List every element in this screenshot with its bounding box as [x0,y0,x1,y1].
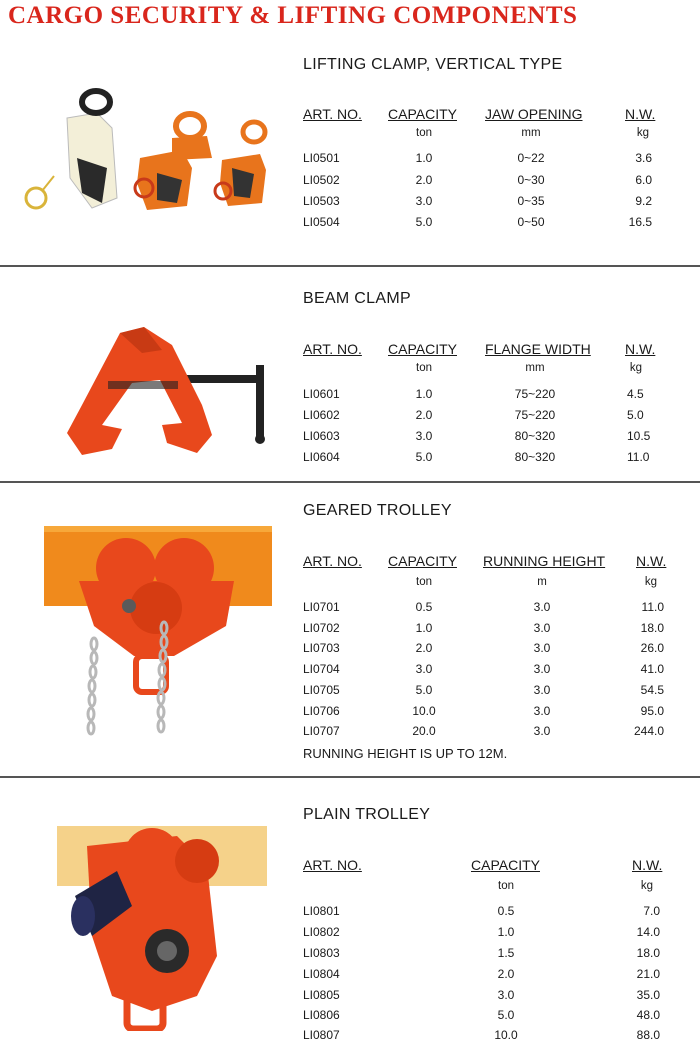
unit-capacity: ton [416,362,432,374]
section-divider [0,265,700,267]
section-heading-plain-trolley: PLAIN TROLLEY [303,806,431,823]
nw-cell: 16.5 [628,215,652,229]
nw-cell: 5.0 [627,408,644,422]
capacity-cell: 3.0 [415,194,433,208]
art-no-cell: LI0706 [303,704,340,718]
unit-capacity: ton [498,880,514,892]
art-no-cell: LI0602 [303,408,340,422]
art-no-cell: LI0704 [303,662,340,676]
capacity-cell: 2.0 [415,408,433,422]
capacity-cell: 10.0 [412,704,436,718]
nw-cell: 18.0 [636,946,660,960]
art-no-cell: LI0601 [303,387,340,401]
nw-cell: 9.2 [635,194,652,208]
section-heading-beam-clamp: BEAM CLAMP [303,290,411,307]
nw-cell: 244.0 [633,724,664,738]
capacity-cell: 0.5 [415,600,433,614]
nw-cell: 4.5 [627,387,644,401]
unit-jaw-opening: mm [521,127,541,139]
nw-cell: 95.0 [640,704,664,718]
section-heading-geared-trolley: GEARED TROLLEY [303,502,452,519]
col-header-capacity: CAPACITY [388,553,457,569]
art-no-cell: LI0801 [303,904,340,918]
flange-width-cell: 80~320 [514,450,556,464]
unit-nw: kg [644,576,658,588]
col-header-capacity: CAPACITY [388,341,457,357]
capacity-cell: 5.0 [497,1008,515,1022]
unit-capacity: ton [416,127,432,139]
col-header-art-no: ART. NO. [303,341,362,357]
art-no-cell: LI0703 [303,641,340,655]
nw-cell: 54.5 [640,683,664,697]
running-height-note: RUNNING HEIGHT IS UP TO 12M. [303,746,508,761]
col-header-art-no: ART. NO. [303,106,362,122]
capacity-cell: 5.0 [415,215,433,229]
art-no-cell: LI0707 [303,724,340,738]
nw-cell: 35.0 [636,988,660,1002]
art-no-cell: LI0805 [303,988,340,1002]
unit-flange-width: mm [525,362,545,374]
section-heading-lifting-clamp: LIFTING CLAMP, VERTICAL TYPE [303,56,563,73]
flange-width-cell: 80~320 [514,429,556,443]
col-header-running-height: RUNNING HEIGHT [483,553,606,569]
art-no-cell: LI0502 [303,173,340,187]
nw-cell: 11.0 [641,600,664,614]
running-height-cell: 3.0 [533,704,551,718]
page-title: CARGO SECURITY & LIFTING COMPONENTS [8,2,578,29]
beam-clamp-photo [62,325,272,460]
capacity-cell: 3.0 [415,429,433,443]
nw-cell: 41.0 [640,662,664,676]
nw-cell: 26.0 [640,641,664,655]
unit-running-height: m [537,576,547,588]
nw-cell: 6.0 [635,173,652,187]
running-height-cell: 3.0 [533,724,551,738]
art-no-cell: LI0501 [303,151,340,165]
jaw-opening-cell: 0~50 [517,215,545,229]
nw-cell: 10.5 [627,429,651,443]
capacity-cell: 2.0 [415,173,433,187]
capacity-cell: 2.0 [415,641,433,655]
art-no-cell: LI0701 [303,600,340,614]
col-header-capacity: CAPACITY [388,106,457,122]
capacity-cell: 1.0 [415,621,433,635]
art-no-cell: LI0504 [303,215,340,229]
unit-capacity: ton [416,576,432,588]
art-no-cell: LI0604 [303,450,340,464]
art-no-cell: LI0503 [303,194,340,208]
capacity-cell: 3.0 [415,662,433,676]
nw-cell: 48.0 [636,1008,660,1022]
art-no-cell: LI0807 [303,1028,340,1042]
capacity-cell: 1.0 [497,925,515,939]
jaw-opening-cell: 0~35 [517,194,545,208]
unit-nw: kg [640,880,654,892]
nw-cell: 88.0 [636,1028,660,1042]
art-no-cell: LI0802 [303,925,340,939]
col-header-art-no: ART. NO. [303,857,362,873]
running-height-cell: 3.0 [533,600,551,614]
unit-nw: kg [629,362,643,374]
col-header-jaw-opening: JAW OPENING [485,106,583,122]
col-header-nw: N.W. [636,553,667,569]
jaw-opening-cell: 0~30 [517,173,545,187]
nw-cell: 18.0 [640,621,664,635]
capacity-cell: 2.0 [497,967,515,981]
capacity-cell: 0.5 [497,904,515,918]
nw-cell: 11.0 [627,450,650,464]
art-no-cell: LI0603 [303,429,340,443]
art-no-cell: LI0806 [303,1008,340,1022]
col-header-nw: N.W. [632,857,663,873]
nw-cell: 7.0 [643,904,660,918]
section-divider [0,776,700,778]
col-header-flange-width: FLANGE WIDTH [485,341,591,357]
col-header-art-no: ART. NO. [303,553,362,569]
plain-trolley-photo [57,826,267,1031]
nw-cell: 14.0 [636,925,660,939]
nw-cell: 21.0 [636,967,660,981]
flange-width-cell: 75~220 [514,408,556,422]
art-no-cell: LI0804 [303,967,340,981]
col-header-capacity: CAPACITY [471,857,540,873]
capacity-cell: 1.0 [415,151,433,165]
col-header-nw: N.W. [625,341,656,357]
capacity-cell: 20.0 [412,724,436,738]
capacity-cell: 1.0 [415,387,433,401]
nw-cell: 3.6 [635,151,652,165]
jaw-opening-cell: 0~22 [517,151,545,165]
capacity-cell: 5.0 [415,683,433,697]
section-divider [0,481,700,483]
capacity-cell: 3.0 [497,988,515,1002]
running-height-cell: 3.0 [533,641,551,655]
capacity-cell: 10.0 [494,1028,518,1042]
running-height-cell: 3.0 [533,621,551,635]
geared-trolley-photo [44,526,272,744]
col-header-nw: N.W. [625,106,656,122]
art-no-cell: LI0705 [303,683,340,697]
unit-nw: kg [636,127,650,139]
art-no-cell: LI0702 [303,621,340,635]
lifting-clamp-photo [22,88,284,220]
flange-width-cell: 75~220 [514,387,556,401]
capacity-cell: 5.0 [415,450,433,464]
running-height-cell: 3.0 [533,662,551,676]
capacity-cell: 1.5 [497,946,515,960]
art-no-cell: LI0803 [303,946,340,960]
running-height-cell: 3.0 [533,683,551,697]
